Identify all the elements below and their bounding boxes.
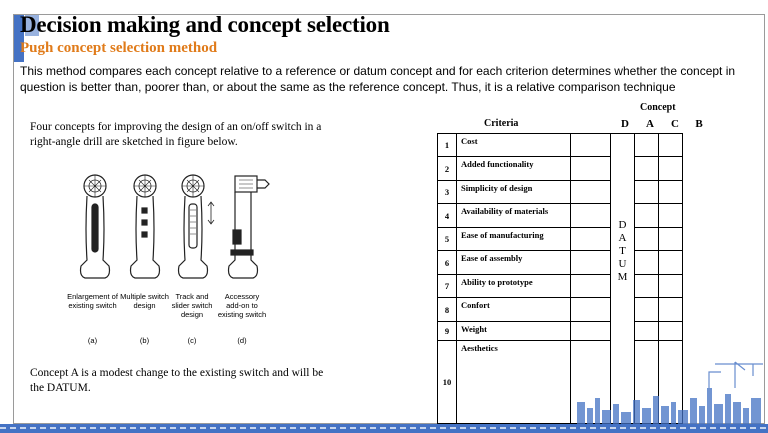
score-cell-d [571,181,611,204]
table-row [438,181,683,204]
row-number: 10 [438,341,457,424]
datum-letter: M [617,270,628,283]
table-row [438,157,683,181]
datum-letter: D [618,218,627,231]
sketch-b-drill-icon [131,175,160,278]
score-cell-d [571,322,611,341]
row-number: 2 [438,157,457,181]
sketch-a-letter: (a) [87,336,98,345]
score-cell-d [571,134,611,157]
datum-letter: T [619,244,626,257]
row-number: 5 [438,228,457,251]
row-number: 8 [438,298,457,322]
criterion-cell: Weight [457,322,571,341]
column-header-a: A [646,118,654,130]
table-row [438,251,683,275]
score-cell-b [659,228,683,251]
row-number: 9 [438,322,457,341]
score-cell-b [659,322,683,341]
concept-header: Concept [640,102,676,113]
score-cell-c [635,275,659,298]
datum-note: Concept A is a modest change to the existing switch and will be the DATUM. [30,367,324,394]
criterion-cell: Cost [457,134,571,157]
score-cell-b [659,204,683,228]
score-cell-d [571,228,611,251]
score-cell-d [571,275,611,298]
switch-sketches-figure [65,170,285,345]
score-cell-c [635,251,659,275]
row-number: 4 [438,204,457,228]
intro-paragraph: This method compares each concept relative to a reference or datum concept and for each criterion determines whether the concept in question is better than, poorer than, or about the same as the reference concept. Thus, it is a relative comparison technique [20,64,736,94]
score-cell-c [635,157,659,181]
criterion-cell: Ability to prototype [457,275,571,298]
criterion-cell: Availability of materials [457,204,571,228]
sketch-d-drill-icon [229,176,270,278]
score-cell-d [571,298,611,322]
criterion-cell: Confort [457,298,571,322]
sketch-d-caption: Accessory add-on to existing switch [217,292,267,319]
row-number: 1 [438,134,457,157]
score-cell-d [571,157,611,181]
concepts-description: Four concepts for improving the design of an on/off switch in a right-angle drill are sketched in figure below. [30,121,322,148]
sketch-b-letter: (b) [139,336,150,345]
datum-letter: U [618,257,627,270]
row-number: 6 [438,251,457,275]
score-cell-c [635,181,659,204]
table-row [438,275,683,298]
section-subtitle: Pugh concept selection method [20,40,218,56]
criterion-cell: Aesthetics [457,341,571,424]
column-header-d: D [621,118,629,130]
criterion-cell: Ease of assembly [457,251,571,275]
criteria-header: Criteria [484,118,519,129]
table-row [438,134,683,157]
footer-dash-pattern [0,427,768,429]
sketch-a-drill-icon [81,175,110,278]
sketch-d-letter: (d) [237,336,247,345]
score-cell-b [659,298,683,322]
criterion-cell: Simplicity of design [457,181,571,204]
sketch-b-caption: Multiple switch design [120,292,169,310]
score-cell-b [659,275,683,298]
criterion-cell: Ease of manufacturing [457,228,571,251]
score-cell-b [659,251,683,275]
sketch-c-drill-icon [179,175,215,278]
row-number: 7 [438,275,457,298]
table-row [438,298,683,322]
score-cell-b [659,157,683,181]
page-title: Decision making and concept selection [20,12,390,37]
sketch-c-caption: Track and slider switch design [171,292,213,319]
city-skyline-decoration [575,358,765,424]
score-cell-d [571,204,611,228]
sketch-a-caption: Enlargement of existing switch [67,292,118,310]
column-header-b: B [695,118,703,130]
column-header-c: C [671,118,679,130]
score-cell-c [635,322,659,341]
sketch-c-letter: (c) [187,336,197,345]
score-cell-b [659,181,683,204]
score-cell-d [571,251,611,275]
score-cell-c [635,228,659,251]
criterion-cell: Added functionality [457,157,571,181]
row-number: 3 [438,181,457,204]
score-cell-c [635,204,659,228]
score-cell-b [659,134,683,157]
table-row [438,204,683,228]
datum-letter: A [618,231,627,244]
score-cell-c [635,298,659,322]
table-row [438,322,683,341]
table-row [438,228,683,251]
drill-sketches-svg [65,170,285,290]
score-cell-c [635,134,659,157]
